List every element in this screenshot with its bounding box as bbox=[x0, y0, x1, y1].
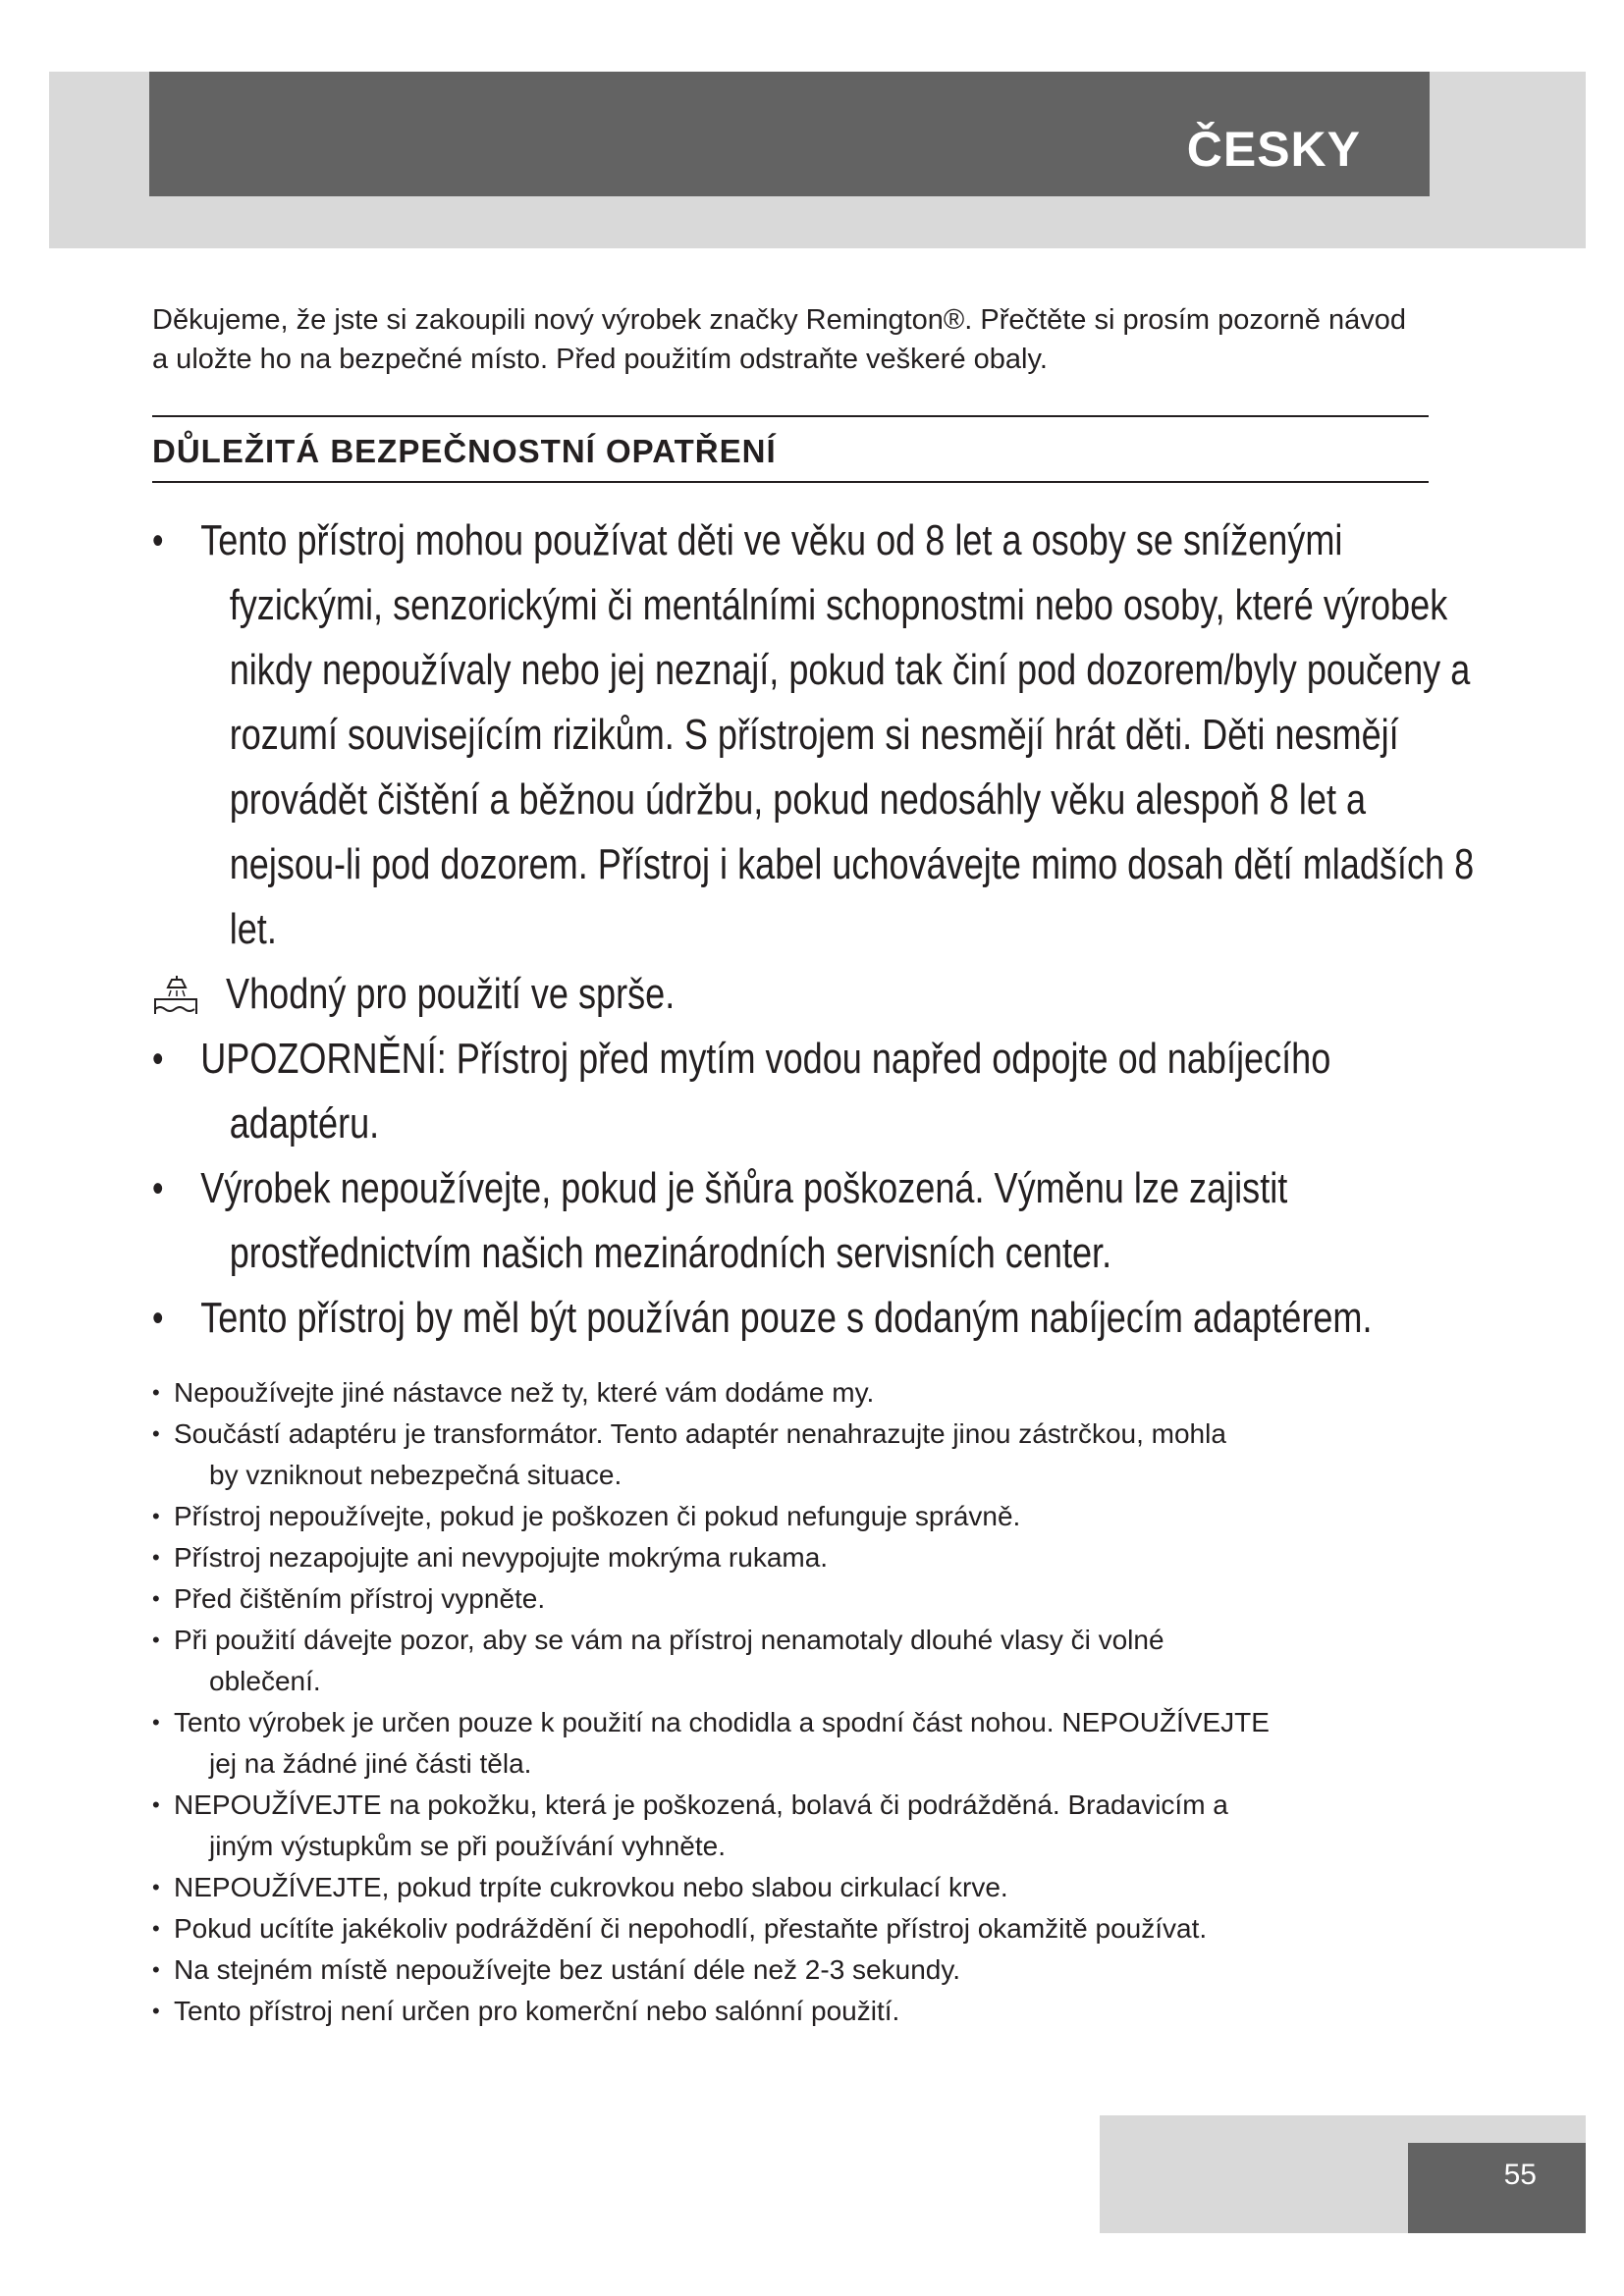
list-item-continuation: prostřednictvím našich mezinárodních servisních center. bbox=[229, 1229, 1112, 1277]
bullet: • bbox=[152, 1710, 160, 1735]
list-item-continuation: adaptéru. bbox=[229, 1099, 380, 1148]
section-rule-bottom bbox=[152, 481, 1429, 483]
bullet: • bbox=[152, 1792, 160, 1817]
shower-icon bbox=[152, 976, 203, 1015]
list-item bbox=[152, 1156, 1488, 1286]
list-item-text: Přístroj nezapojujte ani nevypojujte mokrýma rukama. bbox=[174, 1542, 829, 1573]
list-item-text: NEPOUŽÍVEJTE, pokud trpíte cukrovkou nebo slabou cirkulací krve. bbox=[174, 1872, 1008, 1902]
intro-paragraph: Děkujeme, že jste si zakoupili nový výrobek značky Remington®. Přečtěte si prosím pozorně návod a uložte ho na bezpečné místo. Před použitím odstraňte veškeré obaly. bbox=[152, 304, 1407, 375]
list-item-text: Tento přístroj není určen pro komerční nebo salónní použití. bbox=[174, 1996, 900, 2026]
list-item-continuation: oblečení. bbox=[209, 1666, 321, 1696]
list-item bbox=[152, 1785, 1429, 1867]
list-item-text: UPOZORNĚNÍ: Přístroj před mytím vodou napřed odpojte od nabíjecího bbox=[200, 1035, 1331, 1083]
large-safety-list bbox=[152, 508, 1475, 1351]
list-item-text: Přístroj nepoužívejte, pokud je poškozen či pokud nefunguje správně. bbox=[174, 1501, 1021, 1531]
shower-note bbox=[152, 962, 1438, 1027]
list-item-text: Nepoužívejte jiné nástavce než ty, které vám dodáme my. bbox=[174, 1377, 875, 1408]
list-item bbox=[152, 1908, 1429, 1949]
bullet: • bbox=[152, 1957, 160, 1982]
section-title: DŮLEŽITÁ BEZPEČNOSTNÍ OPATŘENÍ bbox=[152, 433, 777, 469]
list-item-text: Výrobek nepoužívejte, pokud je šňůra poškozená. Výměnu lze zajistit bbox=[200, 1164, 1288, 1212]
shower-note-text: Vhodný pro použití ve sprše. bbox=[226, 970, 676, 1018]
list-item-text: Tento přístroj mohou používat děti ve věku od 8 let a osoby se sníženými bbox=[200, 516, 1343, 564]
bullet: • bbox=[152, 1916, 160, 1941]
bullet: • bbox=[152, 1628, 160, 1652]
list-item bbox=[152, 1949, 1429, 1991]
list-item bbox=[152, 1702, 1429, 1785]
bullet: • bbox=[152, 1999, 160, 2023]
list-item bbox=[152, 1620, 1429, 1702]
list-item-continuation: fyzickými, senzorickými či mentálními schopnostmi nebo osoby, které výrobek nikdy nepoužívaly nebo jej neznají, pokud tak činí pod dozorem/byly poučeny a rozumí souvisejícím rizikům. S přístrojem si nesmějí hrát děti. Děti nesmějí provádět čištění a běžnou údržbu, pokud nedosáhly věku alespoň 8 let a nejsou-li pod dozorem. Přístroj i kabel uchovávejte mimo dosah dětí mladších 8 let. bbox=[229, 581, 1475, 953]
list-item-text: Tento přístroj by měl být používán pouze s dodaným nabíjecím adaptérem. bbox=[200, 1294, 1373, 1342]
section-rule-top bbox=[152, 415, 1429, 417]
page-number: 55 bbox=[1503, 2159, 1537, 2191]
language-bar bbox=[149, 72, 1430, 196]
list-item bbox=[152, 1414, 1429, 1496]
list-item-text: Na stejném místě nepoužívejte bez ustání déle než 2-3 sekundy. bbox=[174, 1954, 961, 1985]
list-item bbox=[152, 1991, 1429, 2032]
list-item-text: NEPOUŽÍVEJTE na pokožku, která je poškozená, bolavá či podrážděná. Bradavicím a bbox=[174, 1789, 1228, 1820]
list-item bbox=[152, 508, 1488, 962]
list-item bbox=[152, 1537, 1429, 1578]
list-item-continuation: jiným výstupkům se při používání vyhněte. bbox=[209, 1831, 727, 1861]
bullet: • bbox=[152, 1504, 160, 1528]
list-item bbox=[152, 1027, 1488, 1156]
bullet: • bbox=[152, 1545, 160, 1570]
language-label: ČESKY bbox=[1186, 122, 1361, 177]
list-item bbox=[152, 1496, 1429, 1537]
bullet: • bbox=[152, 1586, 160, 1611]
bullet: • bbox=[152, 1167, 164, 1210]
page-number-box bbox=[1408, 2143, 1586, 2233]
list-item-text: Tento výrobek je určen pouze k použití na chodidla a spodní část nohou. NEPOUŽÍVEJTE bbox=[174, 1707, 1270, 1737]
list-item bbox=[152, 1372, 1429, 1414]
bullet: • bbox=[152, 1038, 164, 1081]
list-item-continuation: by vzniknout nebezpečná situace. bbox=[209, 1460, 623, 1490]
bullet: • bbox=[152, 1875, 160, 1899]
bullet: • bbox=[152, 1421, 160, 1446]
list-item-text: Před čištěním přístroj vypněte. bbox=[174, 1583, 546, 1614]
small-safety-list bbox=[152, 1372, 1429, 2032]
list-item-continuation: jej na žádné jiné části těla. bbox=[209, 1748, 532, 1779]
list-item-text: Pokud ucítíte jakékoliv podráždění či nepohodlí, přestaňte přístroj okamžitě používat. bbox=[174, 1913, 1208, 1944]
list-item-text: Při použití dávejte pozor, aby se vám na přístroj nenamotaly dlouhé vlasy či volné bbox=[174, 1625, 1164, 1655]
list-item bbox=[152, 1286, 1488, 1351]
bullet: • bbox=[152, 1380, 160, 1405]
bullet: • bbox=[152, 1297, 164, 1340]
list-item-text: Součástí adaptéru je transformátor. Tento adaptér nenahrazujte jinou zástrčkou, mohla bbox=[174, 1418, 1226, 1449]
bullet: • bbox=[152, 519, 164, 562]
list-item bbox=[152, 1578, 1429, 1620]
list-item bbox=[152, 1867, 1429, 1908]
